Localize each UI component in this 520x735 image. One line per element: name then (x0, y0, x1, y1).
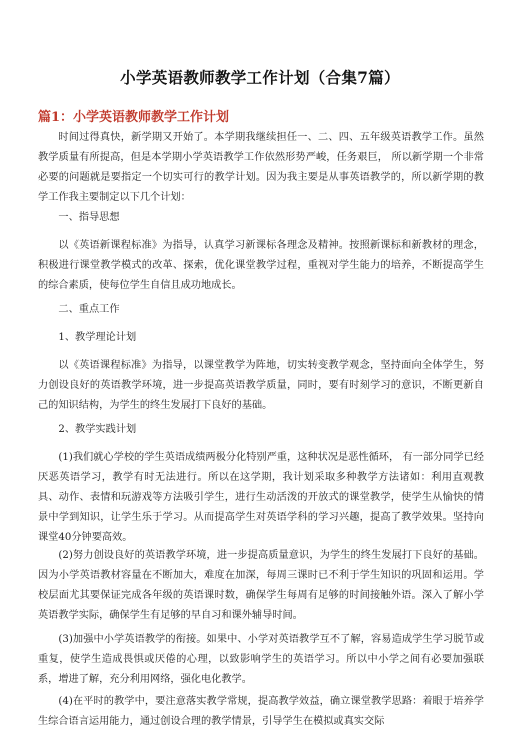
heading-key-work: 二、重点工作 (58, 304, 120, 315)
practice-paragraph-4: (4)在平时的教学中，要注意落实教学常规，提高教学效益，确立课堂教学思路：着眼于培养学生综合语言运用能力，通过创设合理的教学情景，引导学生在模拟或真实交际 (38, 696, 484, 727)
document-title: 小学英语教师教学工作计划（合集7篇） (120, 68, 400, 87)
heading-practice-plan: 2、教学实践计划 (58, 424, 137, 435)
theory-plan-paragraph: 以《英语课程标准》为指导，以课堂教学为阵地，切实转变教学观念，坚持面向全体学生，努力创设良好的英语教学环境，进一步提高英语教学质量，同时，要有时刻学习的意识，不断更新自己的知识结构，为学生的终生发展打下良好的基础。 (38, 360, 484, 411)
heading-theory-plan: 1、教学理论计划 (58, 332, 137, 343)
practice-paragraph-3: (3)加强中小学英语教学的衔接。如果中、小学对英语教学互不了解，容易造成学生学习脱节或重复，使学生造成畏惧或厌倦的心理，以致影响学生的英语学习。所以中小学之间有必要加强联系，增进了解，充分利用网络，强化电化教学。 (38, 634, 484, 685)
guiding-ideology-paragraph: 以《英语新课程标准》为指导，认真学习新课标各理念及精神。按照新课标和新教材的理念，积极进行课堂教学模式的改革、探索，优化课堂教学过程，重视对学生能力的培养，不断提高学生的综合素质，使每位学生自信且成功地成长。 (38, 240, 484, 291)
intro-paragraph: 时间过得真快，新学期又开始了。本学期我继续担任一、二、四、五年级英语教学工作。虽然教学质量有所提高，但是本学期小学英语教学工作依然形势严峻，任务艰巨， 所以新学期一个非常必要的问题就是要指定一个切实可行的教学计划。因为我主要是从事英语教学的，所以新学期的教学工作我主要制定以下几个计划： (38, 132, 484, 203)
heading-guiding-ideology: 一、指导思想 (58, 212, 120, 223)
practice-paragraph-2: (2)努力创设良好的英语教学环境，进一步提高质量意识，为学生的终生发展打下良好的基础。因为小学英语教材容量在不断加大，难度在加深，每周三课时已不利于学生知识的巩固和运用。学校层面尤其要保证完成各年级的英语课时数，确保学生每周有足够的时间接触外语。深入了解小学英语教学实际，确保学生有足够的早自习和课外辅导时间。 (38, 550, 484, 621)
section-heading: 篇1：小学英语教师教学工作计划 (38, 110, 230, 125)
practice-paragraph-1: (1)我们就心学校的学生英语成绩两极分化特别严重，这种状况是恶性循环， 有一部分同学已经厌恶英语学习，教学有时无法进行。所以在这学期，我计划采取多种教学方法诸如：利用直观教具、动作、表情和玩游戏等方法吸引学生，进行生动活泼的开放式的课堂教学，使学生从愉快的情景中学到知识，让学生乐于学习。从而提高学生对英语学科的学习兴趣，提高了教学效果。坚持向课堂40分钟要高效。 (38, 452, 484, 543)
